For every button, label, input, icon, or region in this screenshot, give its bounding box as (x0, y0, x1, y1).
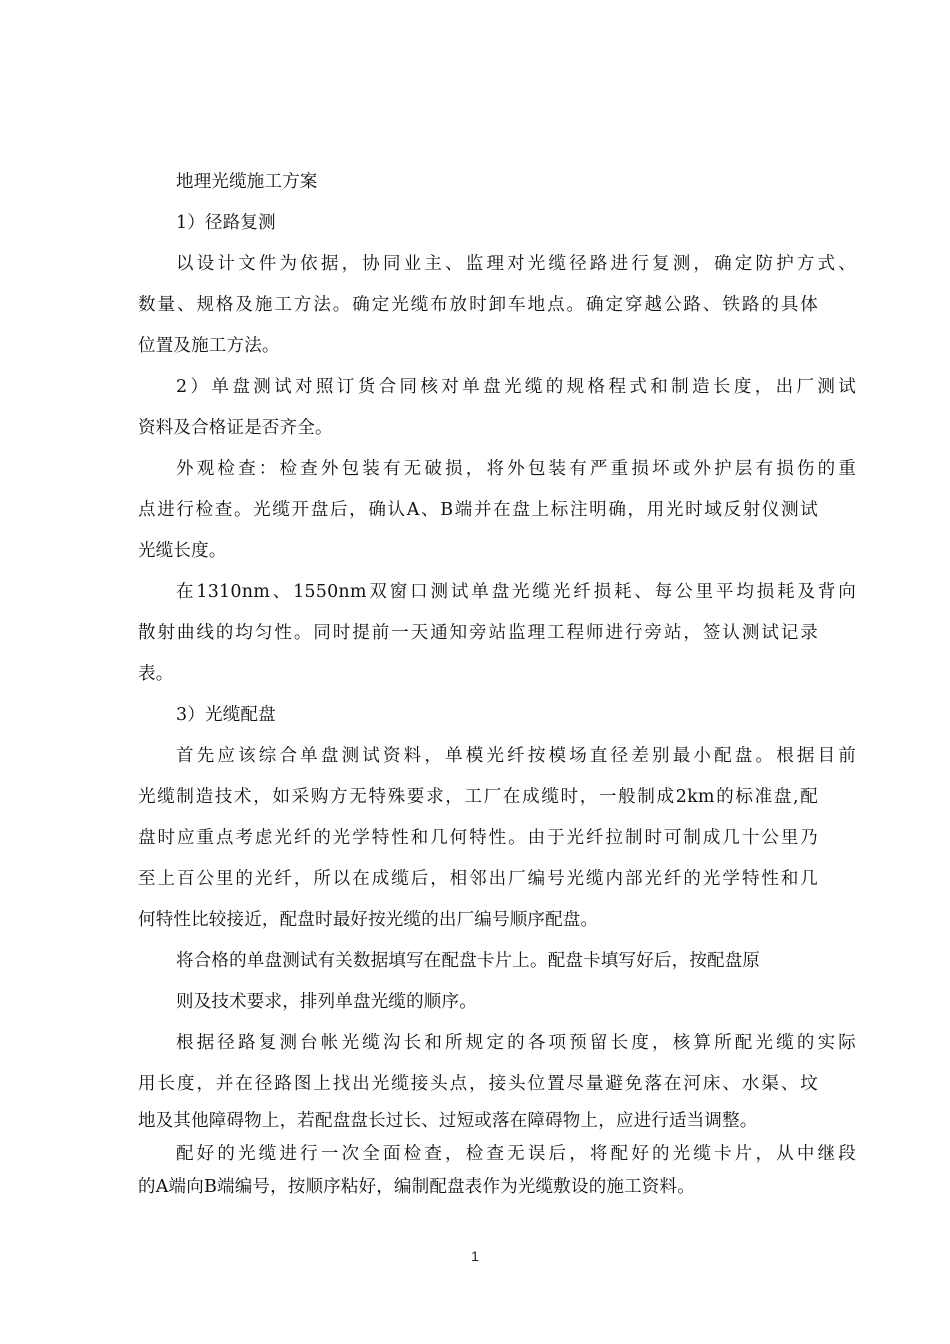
paragraph-line: 表。 (138, 664, 174, 684)
paragraph-line: 数量、规格及施工方法。确定光缆布放时卸车地点。确定穿越公路、铁路的具体 (138, 295, 818, 315)
paragraph-line: 将合格的单盘测试有关数据填写在配盘卡片上。配盘卡填写好后，按配盘原 (176, 951, 761, 971)
section-heading-route-survey: 1）径路复测 (176, 213, 276, 233)
paragraph-line: 以设计文件为依据，协同业主、监理对光缆径路进行复测，确定防护方式、 (176, 254, 856, 274)
paragraph-line: 外观检查：检查外包装有无破损，将外包装有严重损坏或外护层有损伤的重 (176, 459, 856, 479)
section-heading-cable-allocation: 3）光缆配盘 (176, 705, 276, 725)
paragraph-line: 地及其他障碍物上，若配盘盘长过长、过短或落在障碍物上，应进行适当调整。 (138, 1111, 758, 1131)
paragraph-line: 根据径路复测台帐光缆沟长和所规定的各项预留长度，核算所配光缆的实际 (176, 1033, 856, 1053)
paragraph-line: 则及技术要求，排列单盘光缆的顺序。 (176, 992, 477, 1012)
page-number: 1 (471, 1248, 479, 1264)
document-title: 地理光缆施工方案 (176, 172, 318, 192)
paragraph-line: 的A端向B端编号，按顺序粘好，编制配盘表作为光缆敷设的施工资料。 (138, 1177, 695, 1197)
paragraph-line: 在1310nm、1550nm双窗口测试单盘光缆光纤损耗、每公里平均损耗及背向 (176, 582, 856, 602)
paragraph-line: 至上百公里的光纤，所以在成缆后，相邻出厂编号光缆内部光纤的光学特性和几 (138, 869, 818, 889)
document-body (138, 162, 856, 1204)
paragraph-line: 点进行检查。光缆开盘后，确认A、B端并在盘上标注明确，用光时域反射仪测试 (138, 500, 818, 520)
section-heading-reel-test: 2）单盘测试对照订货合同核对单盘光缆的规格程式和制造长度，出厂测试 (176, 377, 856, 397)
paragraph-line: 散射曲线的均匀性。同时提前一天通知旁站监理工程师进行旁站，签认测试记录 (138, 623, 818, 643)
paragraph-line: 用长度，并在径路图上找出光缆接头点，接头位置尽量避免落在河床、水渠、坟 (138, 1074, 818, 1094)
paragraph-line: 何特性比较接近，配盘时最好按光缆的出厂编号顺序配盘。 (138, 910, 599, 930)
paragraph-line: 光缆制造技术，如采购方无特殊要求，工厂在成缆时，一般制成2km的标准盘,配 (138, 787, 818, 807)
paragraph-line: 盘时应重点考虑光纤的光学特性和几何特性。由于光纤拉制时可制成几十公里乃 (138, 828, 818, 848)
paragraph-line: 光缆长度。 (138, 541, 227, 561)
paragraph-line: 资料及合格证是否齐全。 (138, 418, 333, 438)
paragraph-line: 配好的光缆进行一次全面检查，检查无误后，将配好的光缆卡片，从中继段 (176, 1144, 856, 1164)
paragraph-line: 首先应该综合单盘测试资料，单模光纤按模场直径差别最小配盘。根据目前 (176, 746, 856, 766)
paragraph-line: 位置及施工方法。 (138, 336, 280, 356)
